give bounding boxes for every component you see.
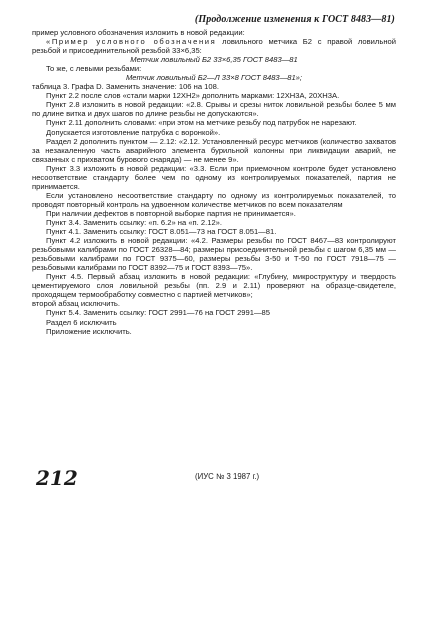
- example-lead: «Пример условного обозначения: [46, 37, 217, 47]
- designation-example: Метчик ловильный Б2—Л 33×8 ГОСТ 8483—81»;: [125, 73, 303, 83]
- paragraph: Пункт 5.4. Заменить ссылку: ГОСТ 2991—76 на ГОСТ 2991—85: [46, 308, 271, 318]
- paragraph: Допускается изготовление патрубка с воронкой».: [46, 127, 221, 137]
- document-body: [32, 28, 396, 336]
- page-number: 212: [36, 466, 78, 490]
- paragraph: Пункт 2.11 дополнить словами: «при этом на метчике резьбу под патрубок не нарезают.: [46, 118, 357, 128]
- page-header: (Продолжение изменения к ГОСТ 8483—81): [194, 14, 395, 25]
- paragraph: При наличии дефектов в повторной выборке партия не принимается».: [46, 208, 296, 218]
- paragraph: Пункт 4.5. Первый абзац изложить в новой редакции: «Глубину, микроструктуру и твердость цементируемого слоя ловильной резьбы (пп. 2.9 и 2.11) проверяют на образце-свидетеле, проходящем термообработку совместно с партией метчиков»;: [32, 272, 396, 300]
- paragraph: Раздел 6 исключить: [46, 317, 117, 327]
- paragraph: второй абзац исключить.: [32, 299, 120, 309]
- paragraph: То же, с левыми резьбами:: [46, 64, 142, 74]
- example-rest: ловильного метчика Б2 с правой ловильной резьбой и присоединительной резьбой 33×6,35:: [32, 37, 396, 56]
- paragraph: Пункт 4.1. Заменить ссылку: ГОСТ 8.051—73 на ГОСТ 8.051—81.: [46, 227, 277, 237]
- paragraph: [32, 37, 396, 55]
- paragraph: Если установлено несоответствие стандарту по одному из контролируемых показателей, то проводят повторный контроль на удвоенном количестве метчиков по всем показателям: [32, 190, 396, 209]
- paragraph: Пункт 2.2 после слов «стали марки 12ХН2» дополнить марками: 12ХН3А, 20ХН3А.: [46, 91, 340, 101]
- paragraph: Пункт 3.4. Заменить ссылку: «п. 6.2» на «п. 2.12».: [46, 217, 222, 227]
- paragraph: Раздел 2 дополнить пунктом — 2.12: «2.12. Установленный ресурс метчиков (количество захватов за незакаленную часть аварийного элемента бурильной колонны при ликвидации аварий, не связанных с прихватом бурового снаряда) — не менее 9».: [32, 136, 396, 164]
- paragraph: Приложение исключить.: [46, 326, 132, 336]
- ius-reference: (ИУС № 3 1987 г.): [195, 472, 260, 481]
- paragraph: пример условного обозначения изложить в новой редакции:: [32, 28, 245, 37]
- paragraph: Пункт 3.3 изложить в новой редакции: «3.3. Если при приемочном контроле будет установлено несоответствие стандарту более чем по одному из контролируемых показателей, партия не принимается.: [32, 163, 396, 191]
- paragraph: Пункт 2.8 изложить в новой редакции: «2.8. Срывы и срезы ниток ловильной резьбы более 5 мм по длине витка и двух шагов по длине резьбы не допускаются».: [32, 100, 396, 119]
- paragraph: Пункт 4.2 изложить в новой редакции: «4.2. Размеры резьбы по ГОСТ 8467—83 контролируют резьбовыми калибрами по ГОСТ 26328—84; размеры присоединительной резьбы с шагом 6,35 мм — резьбовыми калибрами по ГОСТ 9375—60, размеры резьбы З-50 и Т-50 по ГОСТ 7918—75 — резьбовыми калибрами по ГОСТ 8392—75 и ГОСТ 8393—75».: [32, 236, 396, 273]
- designation-example: Метчик ловильный Б2 33×6,35 ГОСТ 8483—81: [130, 55, 298, 65]
- paragraph: таблица 3. Графа D. Заменить значение: 106 на 108.: [32, 82, 219, 92]
